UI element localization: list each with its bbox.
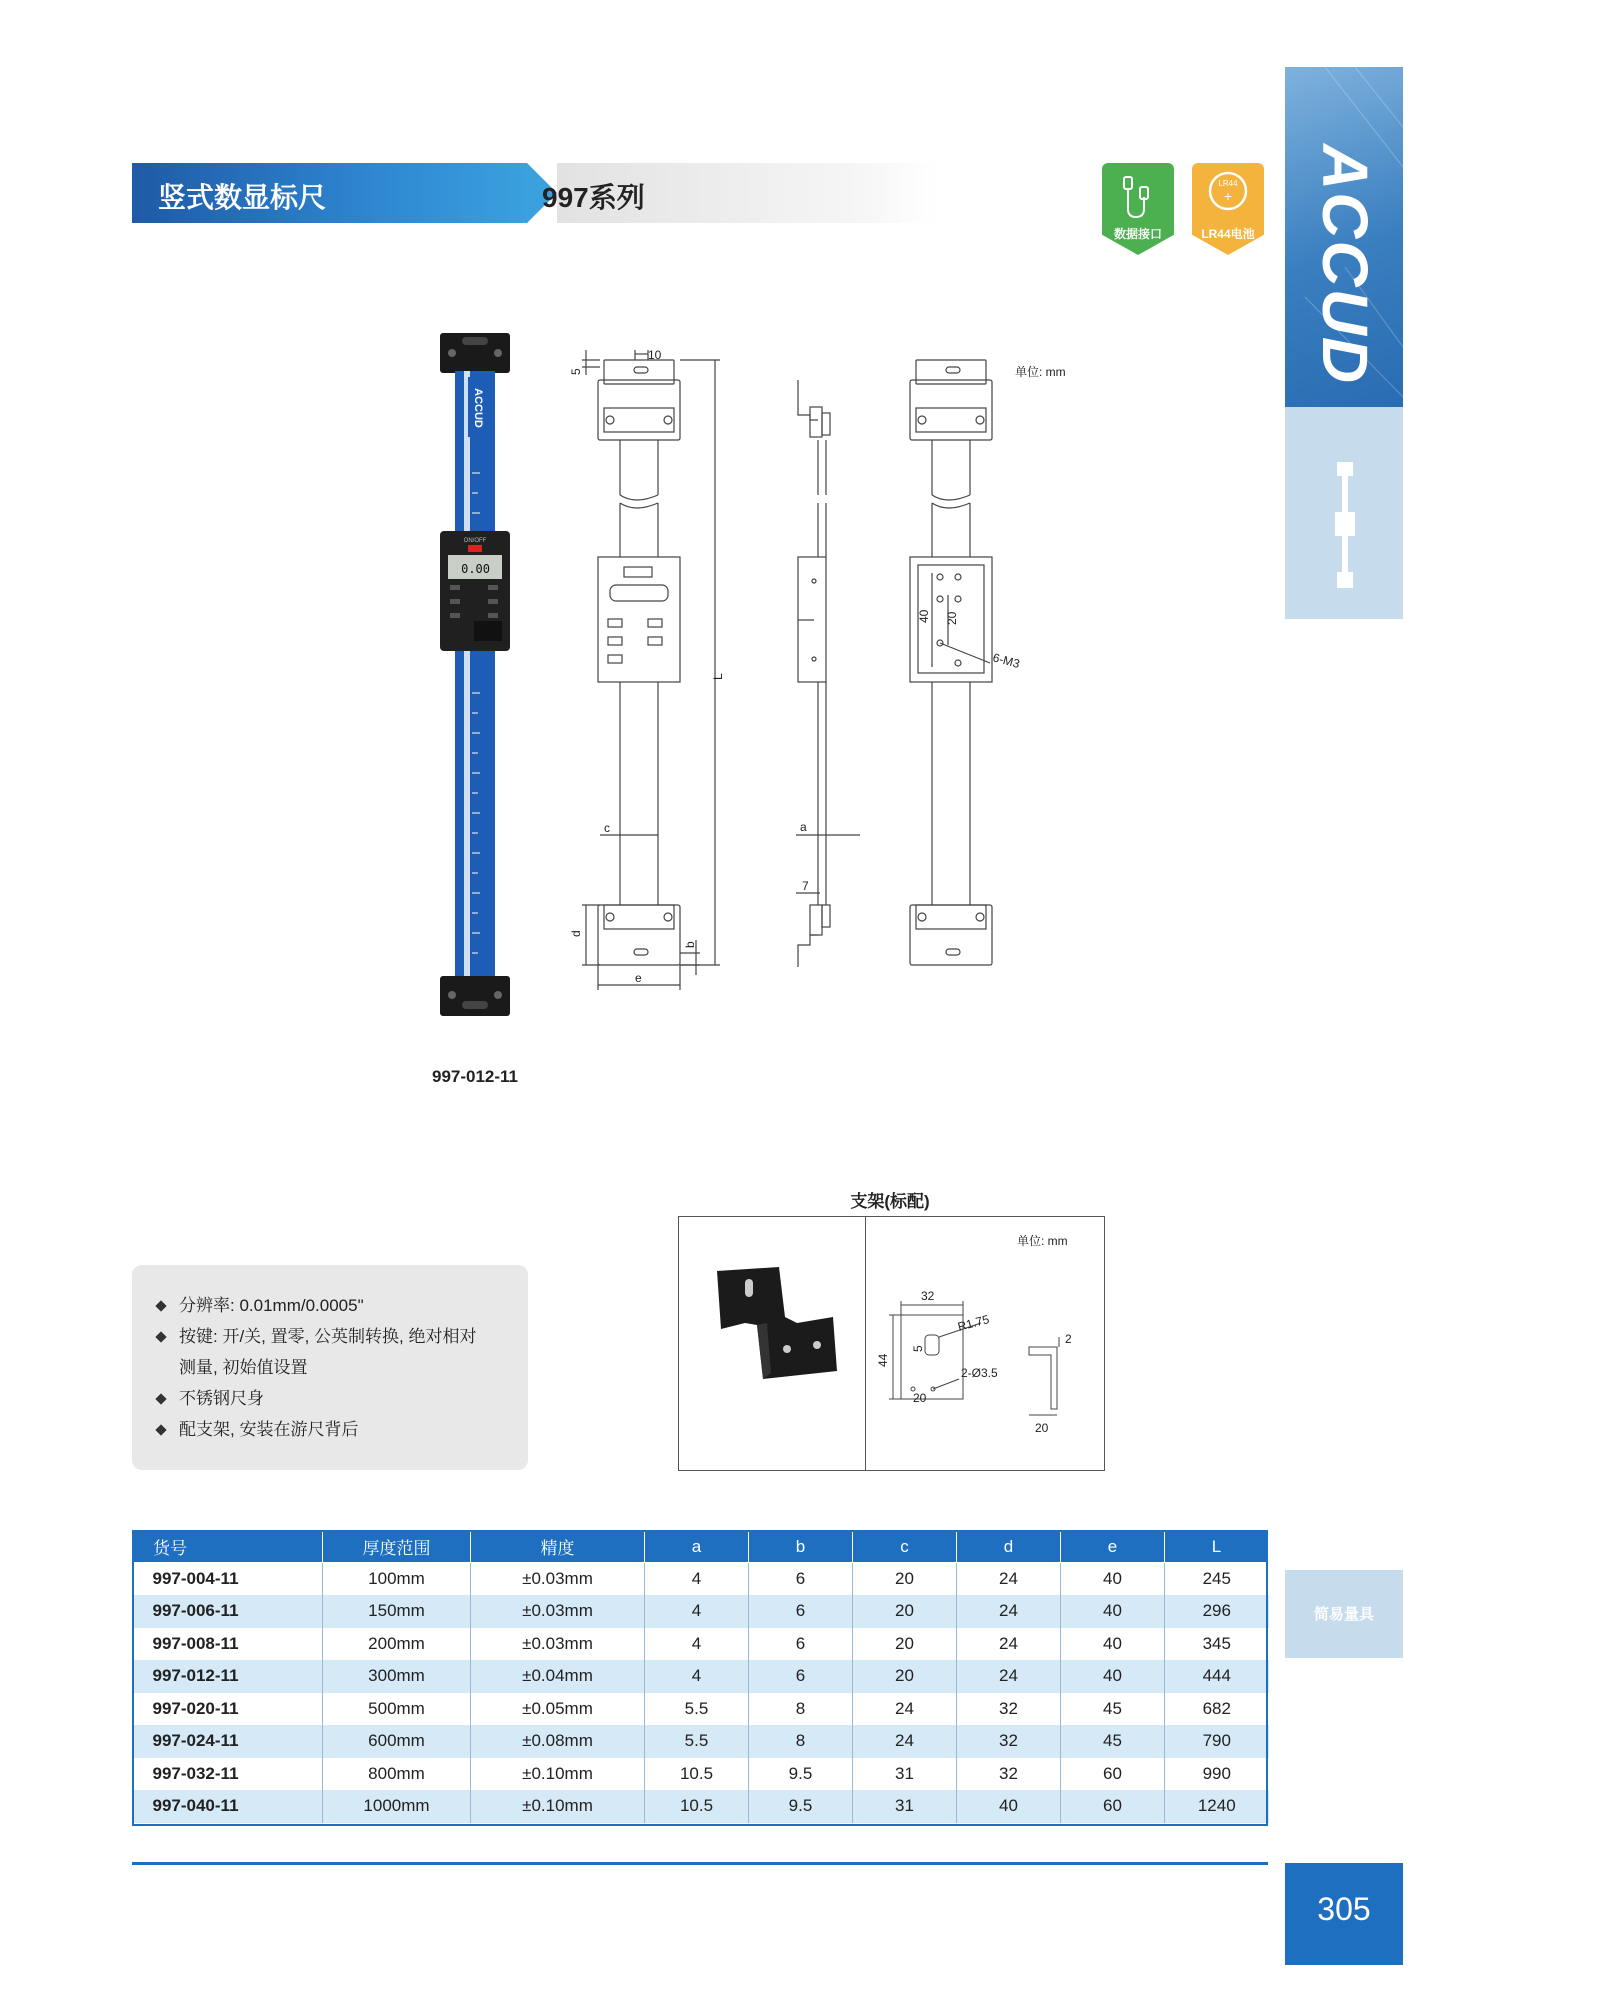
table-cell: 32: [957, 1693, 1061, 1726]
svg-text:2-Ø3.5: 2-Ø3.5: [961, 1366, 998, 1380]
table-cell: 682: [1165, 1693, 1269, 1726]
table-cell: ±0.10mm: [471, 1758, 645, 1791]
data-port-badge: 数据接口: [1102, 163, 1174, 255]
table-cell: 997-006-11: [133, 1595, 323, 1628]
table-row: [133, 1693, 1269, 1726]
svg-text:0.00: 0.00: [461, 562, 490, 576]
svg-text:20: 20: [913, 1391, 927, 1405]
svg-text:c: c: [604, 821, 610, 835]
table-cell: ±0.10mm: [471, 1790, 645, 1823]
svg-text:44: 44: [876, 1353, 890, 1367]
table-cell: 20: [853, 1595, 957, 1628]
table-cell: 9.5: [749, 1790, 853, 1823]
svg-text:e: e: [635, 971, 642, 985]
table-cell: 31: [853, 1790, 957, 1823]
brand-logo: ACCUD: [1309, 144, 1381, 386]
table-cell: 60: [1061, 1758, 1165, 1791]
table-cell: 997-008-11: [133, 1628, 323, 1661]
svg-text:5: 5: [569, 368, 583, 375]
svg-text:L: L: [711, 673, 725, 680]
table-cell: 8: [749, 1725, 853, 1758]
table-cell: 24: [853, 1725, 957, 1758]
col-header: d: [957, 1531, 1061, 1563]
table-cell: 345: [1165, 1628, 1269, 1661]
svg-text:20: 20: [945, 611, 959, 625]
table-cell: 4: [645, 1660, 749, 1693]
table-cell: 4: [645, 1563, 749, 1596]
features-panel: [132, 1265, 528, 1470]
table-cell: ±0.08mm: [471, 1725, 645, 1758]
table-cell: ±0.03mm: [471, 1563, 645, 1596]
table-cell: ±0.03mm: [471, 1628, 645, 1661]
bracket-drawing: [869, 1287, 1099, 1467]
category-tab[interactable]: 简易量具: [1285, 1570, 1403, 1658]
table-cell: ±0.03mm: [471, 1595, 645, 1628]
series-title: 997系列: [542, 182, 645, 213]
table-cell: 24: [957, 1595, 1061, 1628]
feature-item: 按键: 开/关, 置零, 公英制转换, 绝对相对: [157, 1321, 477, 1352]
feature-item: 分辨率: 0.01mm/0.0005": [157, 1290, 477, 1321]
table-cell: 45: [1061, 1725, 1165, 1758]
table-cell: 40: [1061, 1660, 1165, 1693]
model-caption: 997-012-11: [431, 1067, 519, 1086]
title-banner: [132, 163, 792, 223]
feature-item: 配支架, 安装在游尺背后: [157, 1414, 477, 1445]
table-cell: 20: [853, 1563, 957, 1596]
table-cell: 1240: [1165, 1790, 1269, 1823]
svg-text:32: 32: [921, 1289, 935, 1303]
col-header: c: [853, 1531, 957, 1563]
table-cell: 24: [957, 1563, 1061, 1596]
svg-text:5: 5: [911, 1345, 925, 1352]
battery-icon: [1206, 169, 1250, 213]
table-cell: 24: [957, 1628, 1061, 1661]
svg-text:+: +: [1223, 188, 1233, 204]
table-cell: 4: [645, 1595, 749, 1628]
svg-text:7: 7: [802, 879, 809, 893]
svg-text:ACCUD: ACCUD: [472, 388, 484, 428]
page-title: 竖式数显标尺: [158, 182, 327, 213]
page-number-box: [1285, 1863, 1403, 1965]
table-cell: 600mm: [323, 1725, 471, 1758]
table-cell: 997-040-11: [133, 1790, 323, 1823]
svg-text:a: a: [800, 820, 807, 834]
drawing-unit-label: 单位: mm: [1015, 365, 1066, 379]
svg-text:10: 10: [648, 348, 662, 362]
svg-text:40: 40: [917, 609, 931, 623]
technical-drawing: [560, 345, 1080, 1005]
svg-text:6-M3: 6-M3: [991, 650, 1022, 671]
table-cell: 4: [645, 1628, 749, 1661]
table-cell: 24: [957, 1660, 1061, 1693]
table-cell: 32: [957, 1758, 1061, 1791]
table-cell: 10.5: [645, 1758, 749, 1791]
table-cell: 200mm: [323, 1628, 471, 1661]
table-cell: 5.5: [645, 1693, 749, 1726]
mini-scale-icon: [1315, 462, 1375, 592]
table-row: [133, 1758, 1269, 1791]
table-cell: 150mm: [323, 1595, 471, 1628]
table-cell: 300mm: [323, 1660, 471, 1693]
table-cell: 24: [853, 1693, 957, 1726]
table-cell: 10.5: [645, 1790, 749, 1823]
table-cell: 45: [1061, 1693, 1165, 1726]
table-cell: 997-024-11: [133, 1725, 323, 1758]
svg-text:LR44: LR44: [1218, 179, 1238, 188]
table-cell: 444: [1165, 1660, 1269, 1693]
battery-badge: LR44 + LR44电池: [1192, 163, 1264, 255]
table-cell: ±0.05mm: [471, 1693, 645, 1726]
table-cell: 40: [1061, 1595, 1165, 1628]
table-cell: 296: [1165, 1595, 1269, 1628]
col-header: b: [749, 1531, 853, 1563]
spec-table: [132, 1530, 1269, 1823]
table-cell: 245: [1165, 1563, 1269, 1596]
table-cell: 32: [957, 1725, 1061, 1758]
col-header: e: [1061, 1531, 1165, 1563]
table-cell: 100mm: [323, 1563, 471, 1596]
feature-item: 测量, 初始值设置: [179, 1358, 308, 1377]
col-header: 货号: [133, 1531, 323, 1563]
table-row: [133, 1595, 1269, 1628]
table-cell: 6: [749, 1563, 853, 1596]
table-cell: 997-004-11: [133, 1563, 323, 1596]
table-row: [133, 1563, 1269, 1596]
product-image: [440, 333, 510, 1016]
table-cell: 40: [957, 1790, 1061, 1823]
table-cell: 60: [1061, 1790, 1165, 1823]
bracket-photo: [717, 1267, 837, 1387]
table-row: [133, 1725, 1269, 1758]
table-cell: 997-032-11: [133, 1758, 323, 1791]
table-cell: 20: [853, 1660, 957, 1693]
table-cell: 997-020-11: [133, 1693, 323, 1726]
table-cell: 40: [1061, 1563, 1165, 1596]
table-cell: 31: [853, 1758, 957, 1791]
table-cell: ±0.04mm: [471, 1660, 645, 1693]
col-header: L: [1165, 1531, 1269, 1563]
table-row: [133, 1628, 1269, 1661]
bracket-title: 支架(标配): [850, 1192, 930, 1211]
svg-text:2: 2: [1065, 1332, 1072, 1346]
bracket-box: [678, 1216, 1105, 1471]
table-row: [133, 1790, 1269, 1823]
table-row: [133, 1660, 1269, 1693]
col-header: 精度: [471, 1531, 645, 1563]
page-number: 305: [1317, 1891, 1371, 1927]
table-cell: 40: [1061, 1628, 1165, 1661]
table-cell: 5.5: [645, 1725, 749, 1758]
table-cell: 6: [749, 1660, 853, 1693]
table-cell: 800mm: [323, 1758, 471, 1791]
table-cell: 9.5: [749, 1758, 853, 1791]
table-cell: 990: [1165, 1758, 1269, 1791]
table-cell: 6: [749, 1595, 853, 1628]
table-cell: 790: [1165, 1725, 1269, 1758]
data-cable-icon: [1120, 175, 1156, 223]
svg-text:20: 20: [1035, 1421, 1049, 1435]
svg-text:d: d: [569, 930, 583, 937]
table-cell: 20: [853, 1628, 957, 1661]
feature-item: 不锈钢尺身: [157, 1383, 477, 1414]
table-cell: 1000mm: [323, 1790, 471, 1823]
svg-text:b: b: [683, 941, 697, 948]
table-cell: 8: [749, 1693, 853, 1726]
col-header: a: [645, 1531, 749, 1563]
table-header-row: [133, 1531, 1269, 1563]
svg-text:R1.75: R1.75: [956, 1312, 991, 1334]
table-cell: 997-012-11: [133, 1660, 323, 1693]
col-header: 厚度范围: [323, 1531, 471, 1563]
svg-text:ON/OFF: ON/OFF: [463, 538, 487, 544]
bracket-unit-label: 单位: mm: [1017, 1234, 1068, 1248]
table-cell: 6: [749, 1628, 853, 1661]
brand-strip: [1285, 67, 1403, 619]
table-cell: 500mm: [323, 1693, 471, 1726]
footer-rule: [132, 1862, 1268, 1865]
